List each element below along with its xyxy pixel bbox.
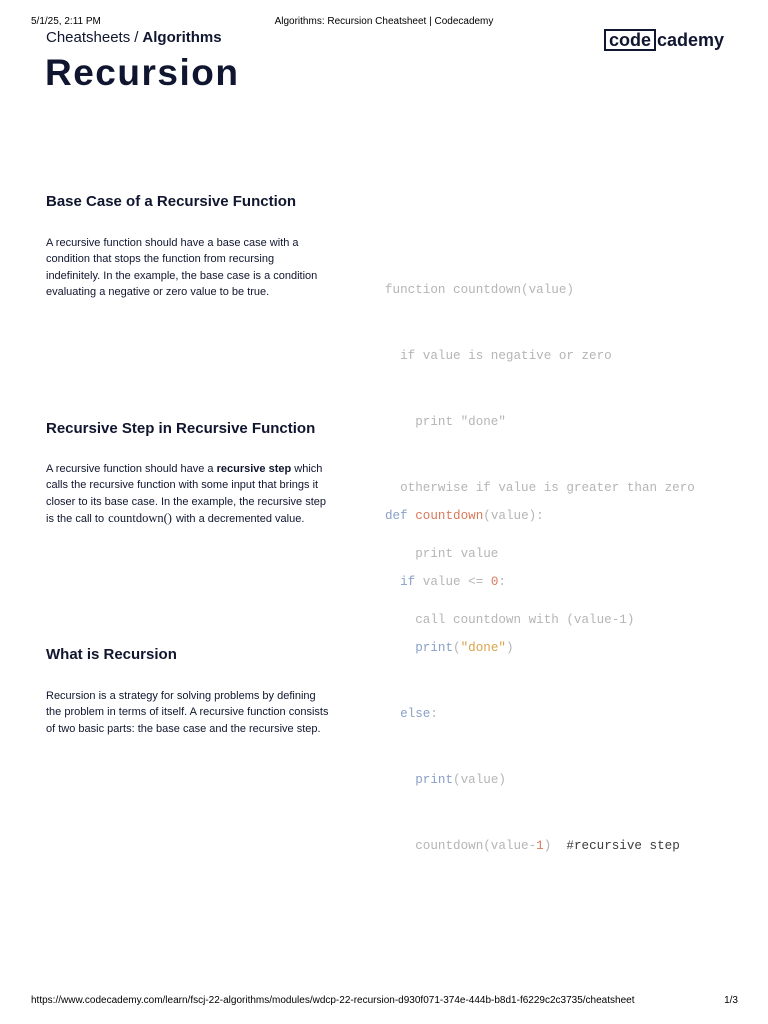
code-function: countdown — [415, 509, 484, 523]
print-page-title: Algorithms: Recursion Cheatsheet | Codecademy — [274, 16, 494, 27]
code-text: (value) — [453, 773, 506, 787]
breadcrumb-separator: / — [134, 29, 139, 46]
code-line: call countdown with (value-1) — [385, 613, 635, 627]
code-keyword: def — [385, 509, 408, 523]
text-part: with a decremented value. — [175, 513, 305, 526]
section-heading-base-case: Base Case of a Recursive Function — [46, 193, 297, 210]
code-text: ) — [505, 641, 514, 655]
code-number: 0 — [490, 575, 499, 589]
section-text-recursive-step — [46, 461, 331, 528]
section-text-base-case: A recursive function should have a base case with a condition that stops the function from recursing indefinitely. In the example, the base case is a condition evaluating a negative or zero value to be true. — [46, 237, 318, 299]
code-line: otherwise if value is greater than zero — [385, 481, 695, 495]
code-line: if value is negative or zero — [385, 349, 612, 363]
code-string: "done" — [460, 641, 506, 655]
print-page-number: 1/3 — [724, 995, 738, 1006]
text-part: A recursive function should have a — [46, 463, 214, 475]
code-line — [385, 769, 680, 791]
inline-code: countdown() — [108, 511, 172, 526]
breadcrumb — [46, 29, 222, 46]
print-date: 5/1/25, 2:11 PM — [31, 16, 101, 27]
code-line: print "done" — [385, 415, 506, 429]
code-line: function countdown(value) — [385, 283, 574, 297]
code-text: (value): — [483, 509, 544, 523]
code-line — [385, 571, 680, 593]
code-keyword: else — [400, 707, 431, 721]
print-header — [0, 16, 768, 30]
bold-term: recursive step — [216, 463, 292, 475]
section-heading-recursive-step: Recursive Step in Recursive Function — [46, 420, 316, 437]
code-text: : — [430, 707, 438, 721]
code-block-python — [385, 461, 680, 879]
code-line — [385, 835, 680, 857]
section-text-what-is-recursion: Recursion is a strategy for solving problems by defining the problem in terms of itself. A recursive function consists of two basic parts: the base case and the recursive step. — [46, 690, 329, 735]
print-footer — [0, 995, 768, 1009]
code-builtin: print — [415, 641, 454, 655]
breadcrumb-algorithms-link[interactable]: Algorithms — [142, 29, 222, 46]
logo-rest-text: cademy — [657, 29, 725, 50]
code-builtin: print — [415, 773, 454, 787]
codecademy-logo[interactable] — [604, 29, 724, 51]
code-text: : — [498, 575, 506, 589]
code-text: value <= — [415, 575, 491, 589]
section-heading-what-is-recursion: What is Recursion — [46, 646, 177, 663]
code-number: 1 — [536, 839, 544, 853]
code-text: ) — [543, 839, 552, 853]
code-line — [385, 505, 680, 527]
logo-boxed-text: code — [604, 29, 656, 51]
code-line — [385, 637, 680, 659]
code-line — [385, 703, 680, 725]
breadcrumb-cheatsheets-link[interactable]: Cheatsheets — [46, 29, 131, 46]
code-comment: #recursive step — [566, 839, 680, 853]
code-text: countdown(value- — [415, 839, 537, 853]
code-text: ( — [453, 641, 461, 655]
print-url: https://www.codecademy.com/learn/fscj-22-algorithms/modules/wdcp-22-recursion-d930f071-374e-444b-b8d1-f6229c2c3735/cheatsheet — [31, 995, 635, 1006]
code-line: print value — [385, 547, 499, 561]
text-part: which calls the recursive function with some input that brings it closer to its base case. In the example, the recursive step is the call to — [46, 463, 327, 526]
code-keyword: if — [400, 575, 416, 589]
page-title: Recursion — [45, 52, 240, 93]
